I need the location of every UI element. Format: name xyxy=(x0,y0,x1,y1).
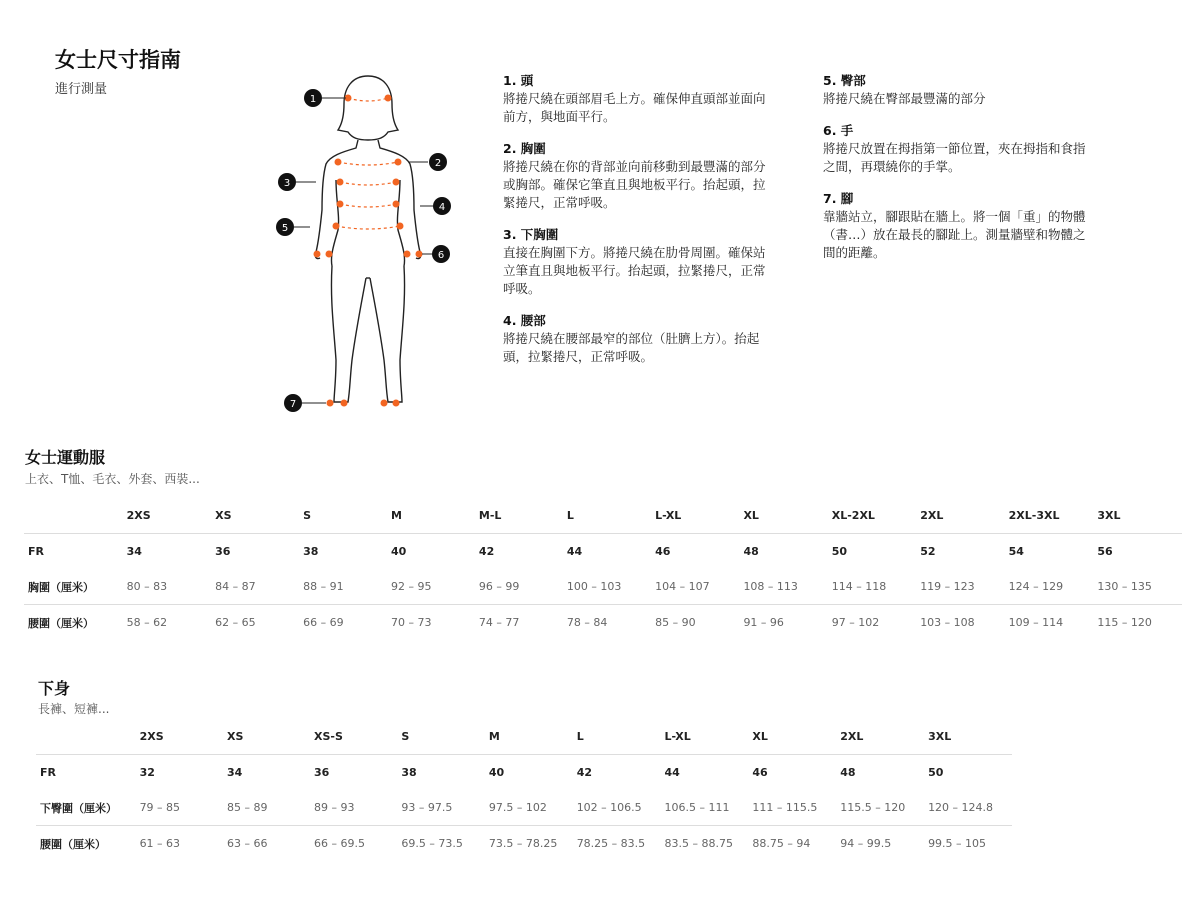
size-value: 96 – 99 xyxy=(475,569,563,605)
size-header: XS xyxy=(223,719,310,755)
step-text: 將捲尺放置在拇指第一節位置，夾在拇指和食指之間，再環繞你的手掌。 xyxy=(823,141,1086,174)
step-title: 5. 臀部 xyxy=(823,73,866,88)
tops-size-table xyxy=(24,498,1182,640)
size-value: 119 – 123 xyxy=(916,569,1004,605)
size-value: 93 – 97.5 xyxy=(397,790,484,826)
step-foot xyxy=(823,190,1093,262)
step-hips xyxy=(823,72,1093,108)
size-value: 91 – 96 xyxy=(743,616,784,629)
bottoms-size-table xyxy=(36,719,1012,861)
size-header: S xyxy=(397,719,484,755)
step-title: 2. 胸圍 xyxy=(503,141,546,156)
step-hand xyxy=(823,122,1093,176)
size-value: 85 – 89 xyxy=(223,790,310,826)
step-underbust xyxy=(503,226,773,298)
tops-subtitle: 上衣、T恤、毛衣、外套、西裝... xyxy=(25,472,200,486)
table-row xyxy=(24,569,1182,605)
size-value: 42 xyxy=(478,545,495,558)
step-title: 4. 腰部 xyxy=(503,313,546,328)
bottoms-subtitle: 長褲、短褲... xyxy=(38,702,110,716)
size-header: M xyxy=(387,498,475,534)
size-value: 88.75 – 94 xyxy=(752,837,811,850)
size-value: 79 – 85 xyxy=(136,790,223,826)
size-header: S xyxy=(299,498,387,534)
size-value: 83.5 – 88.75 xyxy=(664,837,734,850)
size-value: 63 – 66 xyxy=(226,837,268,850)
row-label: 腰圍（厘米） xyxy=(28,616,94,630)
steps-right xyxy=(823,72,1093,276)
size-header: 2XL xyxy=(836,719,924,755)
size-value: 61 – 63 xyxy=(139,837,181,850)
size-value: 50 xyxy=(831,545,848,558)
size-value: 114 – 118 xyxy=(828,569,916,605)
step-text: 將捲尺繞在腰部最窄的部位（肚臍上方）。抬起頭，拉緊捲尺，正常呼吸。 xyxy=(503,331,760,364)
size-header: XL xyxy=(748,719,836,755)
size-value: 124 – 129 xyxy=(1005,569,1094,605)
size-value: 40 xyxy=(488,766,505,779)
row-label: 胸圍（厘米） xyxy=(24,569,123,605)
size-header: 2XL-3XL xyxy=(1005,498,1094,534)
size-value: 115.5 – 120 xyxy=(836,790,924,826)
size-value: 52 xyxy=(920,545,936,558)
size-header: M xyxy=(485,719,573,755)
size-value: 70 – 73 xyxy=(391,616,432,629)
size-value: 62 – 65 xyxy=(215,616,256,629)
size-value: 50 xyxy=(928,766,944,779)
marker-1 xyxy=(304,89,322,107)
marker-leaders xyxy=(294,98,434,403)
table-row xyxy=(24,605,1182,641)
size-value: 66 – 69 xyxy=(303,616,344,629)
body-figure-illustration xyxy=(270,60,470,420)
size-value: 99.5 – 105 xyxy=(928,837,987,850)
step-text: 靠牆站立，腳跟貼在牆上。將一個「重」的物體（書…）放在最長的腳趾上。測量牆壁和物體之間的距離。 xyxy=(823,209,1086,260)
marker-3 xyxy=(278,173,296,191)
size-value: 38 xyxy=(401,766,417,779)
size-header: XL xyxy=(739,498,827,534)
size-value: 104 – 107 xyxy=(651,569,739,605)
step-text: 將捲尺繞在頭部眉毛上方。確保伸直頭部並面向前方，與地面平行。 xyxy=(503,91,766,124)
table-row xyxy=(24,534,1182,570)
row-label: FR xyxy=(40,766,56,779)
size-value: 92 – 95 xyxy=(387,569,475,605)
size-header: 2XS xyxy=(136,719,223,755)
size-value: 73.5 – 78.25 xyxy=(488,837,558,850)
table-header-row xyxy=(24,498,1182,534)
size-header: L-XL xyxy=(651,498,739,534)
page-title: 女士尺寸指南 xyxy=(55,48,181,72)
size-value: 97.5 – 102 xyxy=(485,790,573,826)
size-value: 78.25 – 83.5 xyxy=(576,837,646,850)
measure-lines xyxy=(336,98,400,229)
size-value: 34 xyxy=(126,545,142,558)
size-value: 34 xyxy=(226,766,243,779)
step-head xyxy=(503,72,773,126)
size-value: 44 xyxy=(566,545,583,558)
step-title: 7. 腳 xyxy=(823,191,854,206)
size-value: 46 xyxy=(655,545,671,558)
svg-text:6: 6 xyxy=(437,250,445,261)
size-value: 88 – 91 xyxy=(299,569,387,605)
size-value: 103 – 108 xyxy=(920,616,975,629)
step-bust xyxy=(503,140,773,212)
size-header: L-XL xyxy=(661,719,749,755)
size-value: 69.5 – 73.5 xyxy=(401,837,463,850)
size-value: 130 – 135 xyxy=(1093,569,1182,605)
header-corner xyxy=(24,498,123,534)
size-header: XL-2XL xyxy=(828,498,916,534)
size-value: 85 – 90 xyxy=(655,616,696,629)
marker-2 xyxy=(429,153,447,171)
measure-points xyxy=(314,95,423,407)
size-value: 109 – 114 xyxy=(1008,616,1064,629)
size-value: 56 xyxy=(1097,545,1113,558)
size-value: 44 xyxy=(664,766,680,779)
size-header: L xyxy=(563,498,651,534)
figure-outline xyxy=(315,76,421,402)
size-value: 78 – 84 xyxy=(566,616,608,629)
size-value: 120 – 124.8 xyxy=(924,790,1012,826)
size-value: 102 – 106.5 xyxy=(573,790,661,826)
steps-left xyxy=(503,72,773,380)
marker-6 xyxy=(432,245,450,263)
table-header-row xyxy=(36,719,1012,755)
size-value: 36 xyxy=(215,545,231,558)
table-row xyxy=(36,826,1012,862)
svg-text:4: 4 xyxy=(438,202,446,213)
size-value: 48 xyxy=(840,766,856,779)
size-header: 3XL xyxy=(1093,498,1182,534)
marker-5 xyxy=(276,218,294,236)
size-value: 80 – 83 xyxy=(123,569,212,605)
size-value: 48 xyxy=(743,545,759,558)
svg-text:3: 3 xyxy=(283,178,291,189)
size-value: 38 xyxy=(303,545,319,558)
tops-title: 女士運動服 xyxy=(25,448,106,467)
row-label: FR xyxy=(28,545,44,558)
step-title: 6. 手 xyxy=(823,123,854,138)
size-header: M-L xyxy=(475,498,563,534)
size-value: 46 xyxy=(752,766,768,779)
size-value: 66 – 69.5 xyxy=(313,837,365,850)
marker-7 xyxy=(284,394,302,412)
svg-text:2: 2 xyxy=(434,158,442,169)
page-subtitle: 進行測量 xyxy=(55,82,108,97)
row-label: 腰圍（厘米） xyxy=(40,837,106,851)
size-value: 111 – 115.5 xyxy=(748,790,836,826)
table-row xyxy=(36,790,1012,826)
step-text: 將捲尺繞在你的背部並向前移動到最豐滿的部分或胸部。確保它筆直且與地板平行。抬起頭，拉緊捲尺，正常呼吸。 xyxy=(503,159,766,210)
step-text: 將捲尺繞在臀部最豐滿的部分 xyxy=(823,91,986,106)
size-value: 100 – 103 xyxy=(563,569,651,605)
size-value: 42 xyxy=(576,766,592,779)
step-text: 直接在胸圍下方。將捲尺繞在肋骨周圍。確保站立筆直且與地板平行。抬起頭，拉緊捲尺，正常呼吸。 xyxy=(503,245,766,296)
table-row xyxy=(36,755,1012,791)
size-header: XS-S xyxy=(310,719,397,755)
size-header: L xyxy=(573,719,661,755)
size-value: 84 – 87 xyxy=(211,569,299,605)
size-header: 2XL xyxy=(916,498,1004,534)
size-header: XS xyxy=(211,498,299,534)
size-value: 108 – 113 xyxy=(739,569,827,605)
step-title: 3. 下胸圍 xyxy=(503,227,559,242)
step-title: 1. 頭 xyxy=(503,73,534,88)
svg-text:5: 5 xyxy=(281,223,289,234)
row-label: 下臀圍（厘米） xyxy=(36,790,136,826)
marker-4 xyxy=(433,197,451,215)
svg-text:1: 1 xyxy=(309,94,317,105)
svg-text:7: 7 xyxy=(289,399,297,410)
size-value: 54 xyxy=(1008,545,1024,558)
bottoms-title: 下身 xyxy=(38,679,71,698)
step-waist xyxy=(503,312,773,366)
size-value: 74 – 77 xyxy=(478,616,520,629)
size-value: 32 xyxy=(139,766,155,779)
size-value: 58 – 62 xyxy=(126,616,168,629)
size-value: 94 – 99.5 xyxy=(840,837,892,850)
size-value: 36 xyxy=(313,766,330,779)
header-corner xyxy=(36,719,136,755)
size-value: 40 xyxy=(391,545,407,558)
size-value: 89 – 93 xyxy=(310,790,397,826)
size-value: 106.5 – 111 xyxy=(661,790,749,826)
size-header: 2XS xyxy=(123,498,212,534)
size-header: 3XL xyxy=(924,719,1012,755)
size-value: 97 – 102 xyxy=(831,616,880,629)
size-value: 115 – 120 xyxy=(1097,616,1152,629)
markers xyxy=(276,89,451,412)
